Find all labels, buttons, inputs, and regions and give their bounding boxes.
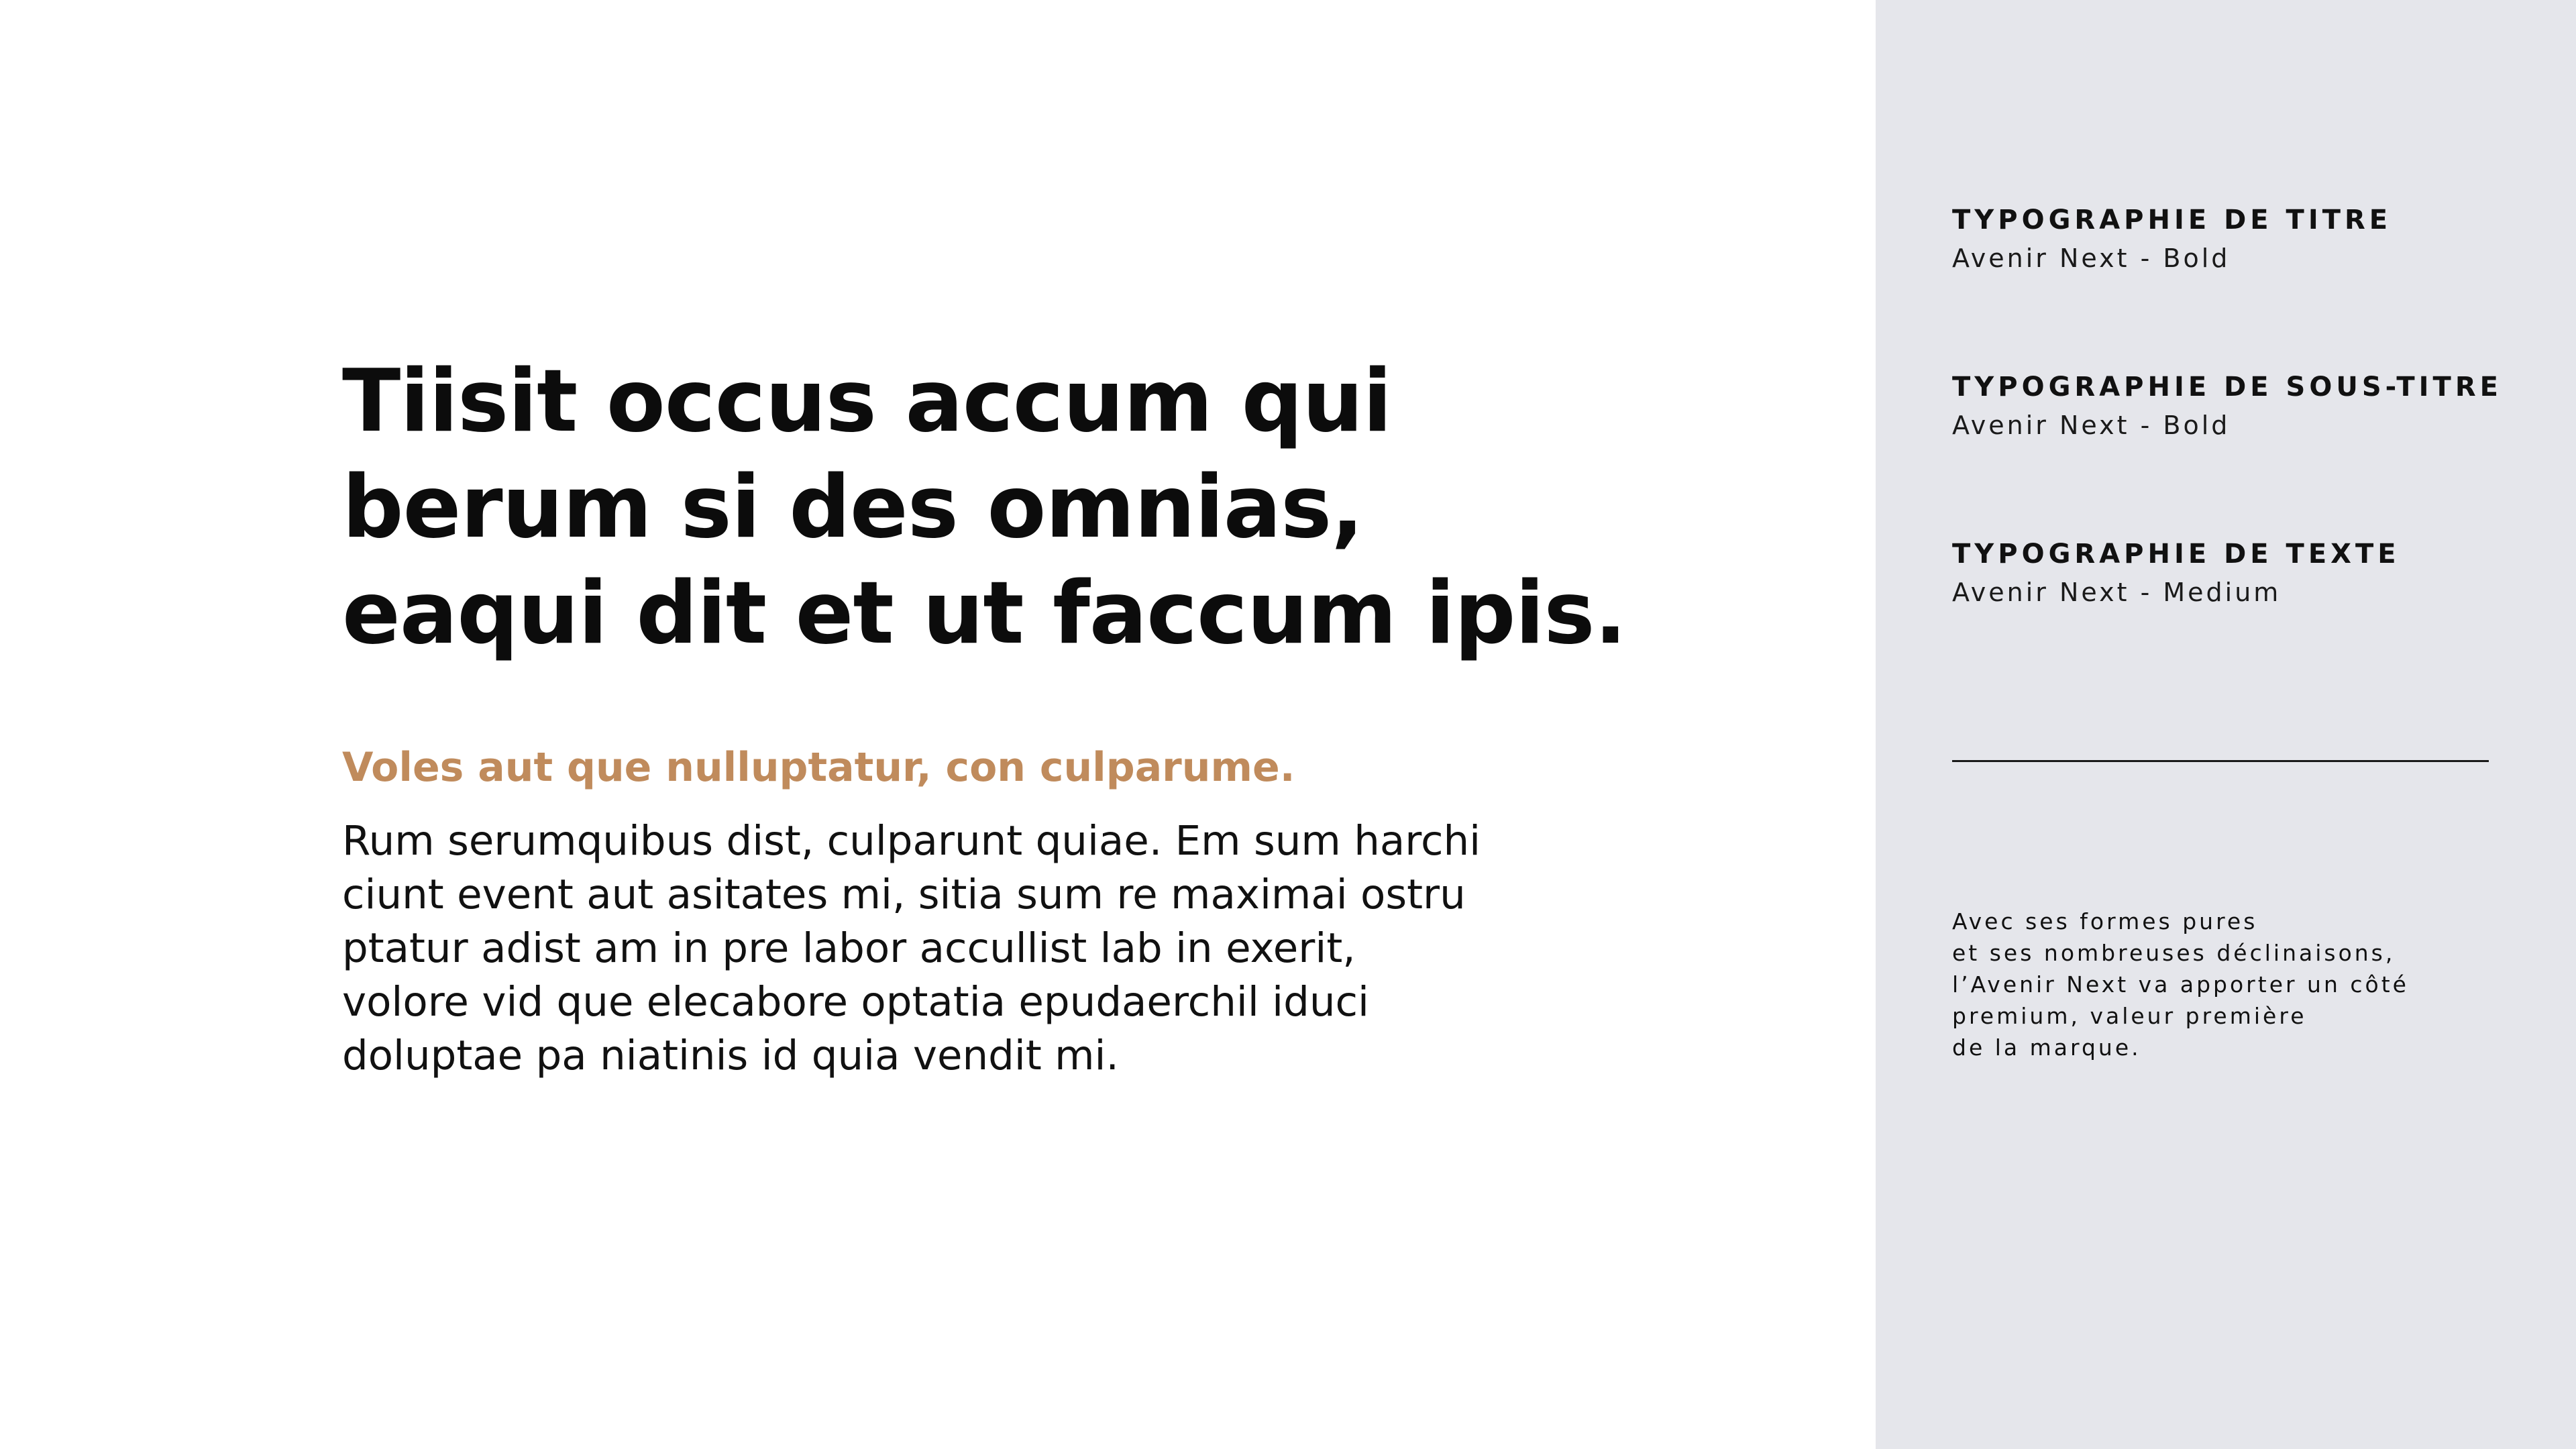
spec-text-typography	[1952, 537, 2400, 613]
spec-label: TYPOGRAPHIE DE TITRE	[1952, 205, 2392, 235]
spec-subtitle-typography	[1952, 370, 2502, 446]
spec-value: Avenir Next - Medium	[1952, 578, 2282, 607]
body-paragraph	[342, 814, 1818, 1083]
body-line: Rum serumquibus dist, culparunt quiae. Em sum harchi	[342, 817, 1481, 865]
spec-value: Avenir Next - Bold	[1952, 411, 2231, 440]
note-line: et ses nombreuses déclinaisons,	[1952, 940, 2396, 966]
body-line: ptatur adist am in pre labor accullist lab in exerit,	[342, 924, 1356, 972]
title-line: Tiisit occus accum qui	[342, 352, 1392, 451]
spec-title-typography	[1952, 203, 2392, 279]
note-line: de la marque.	[1952, 1034, 2141, 1061]
spec-value: Avenir Next - Bold	[1952, 244, 2231, 273]
subtitle: Voles aut que nulluptatur, con culparume.	[342, 744, 1295, 791]
note-line: premium, valeur première	[1952, 1003, 2307, 1029]
body-line: volore vid que elecabore optatia epudaerchil iduci	[342, 978, 1369, 1026]
spec-label: TYPOGRAPHIE DE TEXTE	[1952, 539, 2400, 570]
main-content	[342, 349, 1818, 1083]
spec-label: TYPOGRAPHIE DE SOUS-TITRE	[1952, 372, 2502, 402]
title-line: berum si des omnias,	[342, 458, 1363, 557]
page-title	[342, 349, 1818, 667]
typography-sidebar	[1876, 0, 2576, 1449]
typography-note	[1952, 906, 2409, 1063]
body-line: doluptae pa niatinis id quia vendit mi.	[342, 1032, 1119, 1079]
note-line: l’Avenir Next va apporter un côté	[1952, 971, 2409, 998]
body-line: ciunt event aut asitates mi, sitia sum re maximai ostru	[342, 871, 1466, 918]
divider	[1952, 760, 2489, 762]
note-line: Avec ses formes pures	[1952, 908, 2258, 934]
title-line: eaqui dit et ut faccum ipis.	[342, 564, 1627, 663]
